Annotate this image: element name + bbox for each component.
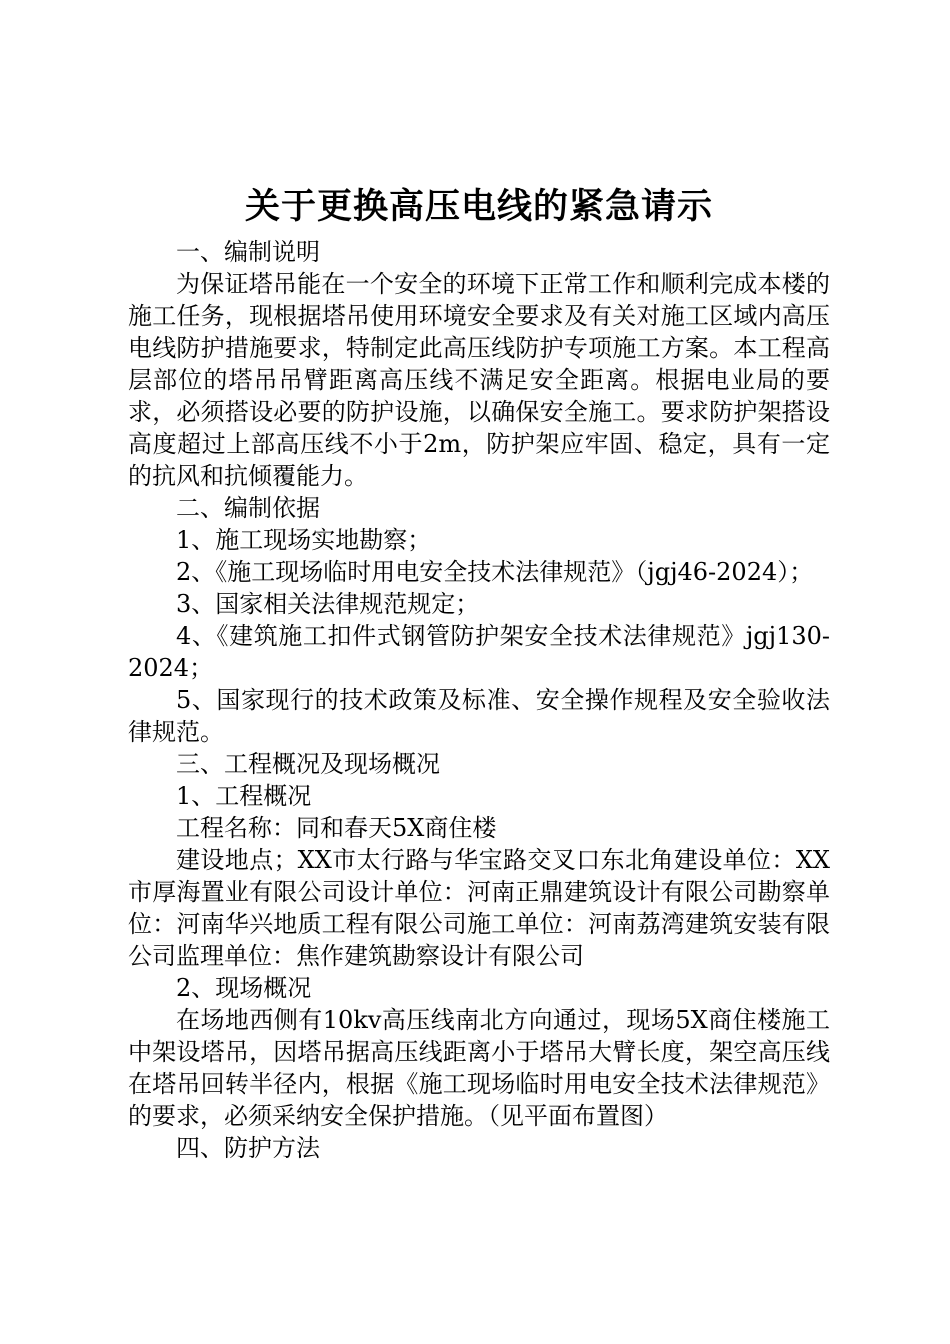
paragraph-purpose: 为保证塔吊能在一个安全的环境下正常工作和顺利完成本楼的施工任务，现根据塔吊使用环境安全要求及有关对施工区域内高压电线防护措施要求，特制定此高压线防护专项施工方案。本工程高层部位的塔吊吊臂距离高压线不满足安全距离。根据电业局的要求，必须搭设必要的防护设施，以确保安全施工。要求防护架搭设高度超过上部高压线不小于2m，防护架应牢固、稳定，具有一定的抗风和抗倾覆能力。	[128, 270, 830, 490]
basis-item-3: 3、国家相关法律规范规定；	[176, 590, 480, 618]
section-heading-3: 三、工程概况及现场概况	[176, 750, 440, 778]
section-heading-2: 二、编制依据	[176, 494, 320, 522]
paragraph-site: 在场地西侧有10kv高压线南北方向通过，现场5X商住楼施工中架设塔吊，因塔吊据高压线距离小于塔吊大臂长度，架空高压线在塔吊回转半径内，根据《施工现场临时用电安全技术法律规范》的要求，必须采纳安全保护措施。（见平面布置图）	[128, 1006, 830, 1130]
document-page	[128, 180, 830, 1164]
basis-item-5: 5、国家现行的技术政策及标准、安全操作规程及安全验收法律规范。	[128, 686, 830, 746]
basis-item-4: 4、《建筑施工扣件式钢管防护架安全技术法律规范》jgj130-2024；	[128, 622, 830, 682]
section-heading-4: 四、防护方法	[176, 1134, 320, 1162]
project-parties: 建设地点；XX市太行路与华宝路交叉口东北角建设单位：XX市厚海置业有限公司设计单位：河南正鼎建筑设计有限公司勘察单位：河南华兴地质工程有限公司施工单位：河南荔湾建筑安装有限公司监理单位：焦作建筑勘察设计有限公司	[128, 846, 830, 970]
section-heading-1: 一、编制说明	[176, 238, 320, 266]
project-name: 工程名称：同和春天5X商住楼	[176, 814, 497, 842]
basis-item-2: 2、《施工现场临时用电安全技术法律规范》（jgj46-2024）；	[176, 558, 814, 586]
document-title: 关于更换高压电线的紧急请示	[244, 187, 713, 227]
basis-item-1: 1、施工现场实地勘察；	[176, 526, 432, 554]
subheading-site-overview: 2、现场概况	[176, 974, 312, 1002]
subheading-project-overview: 1、工程概况	[176, 782, 312, 810]
